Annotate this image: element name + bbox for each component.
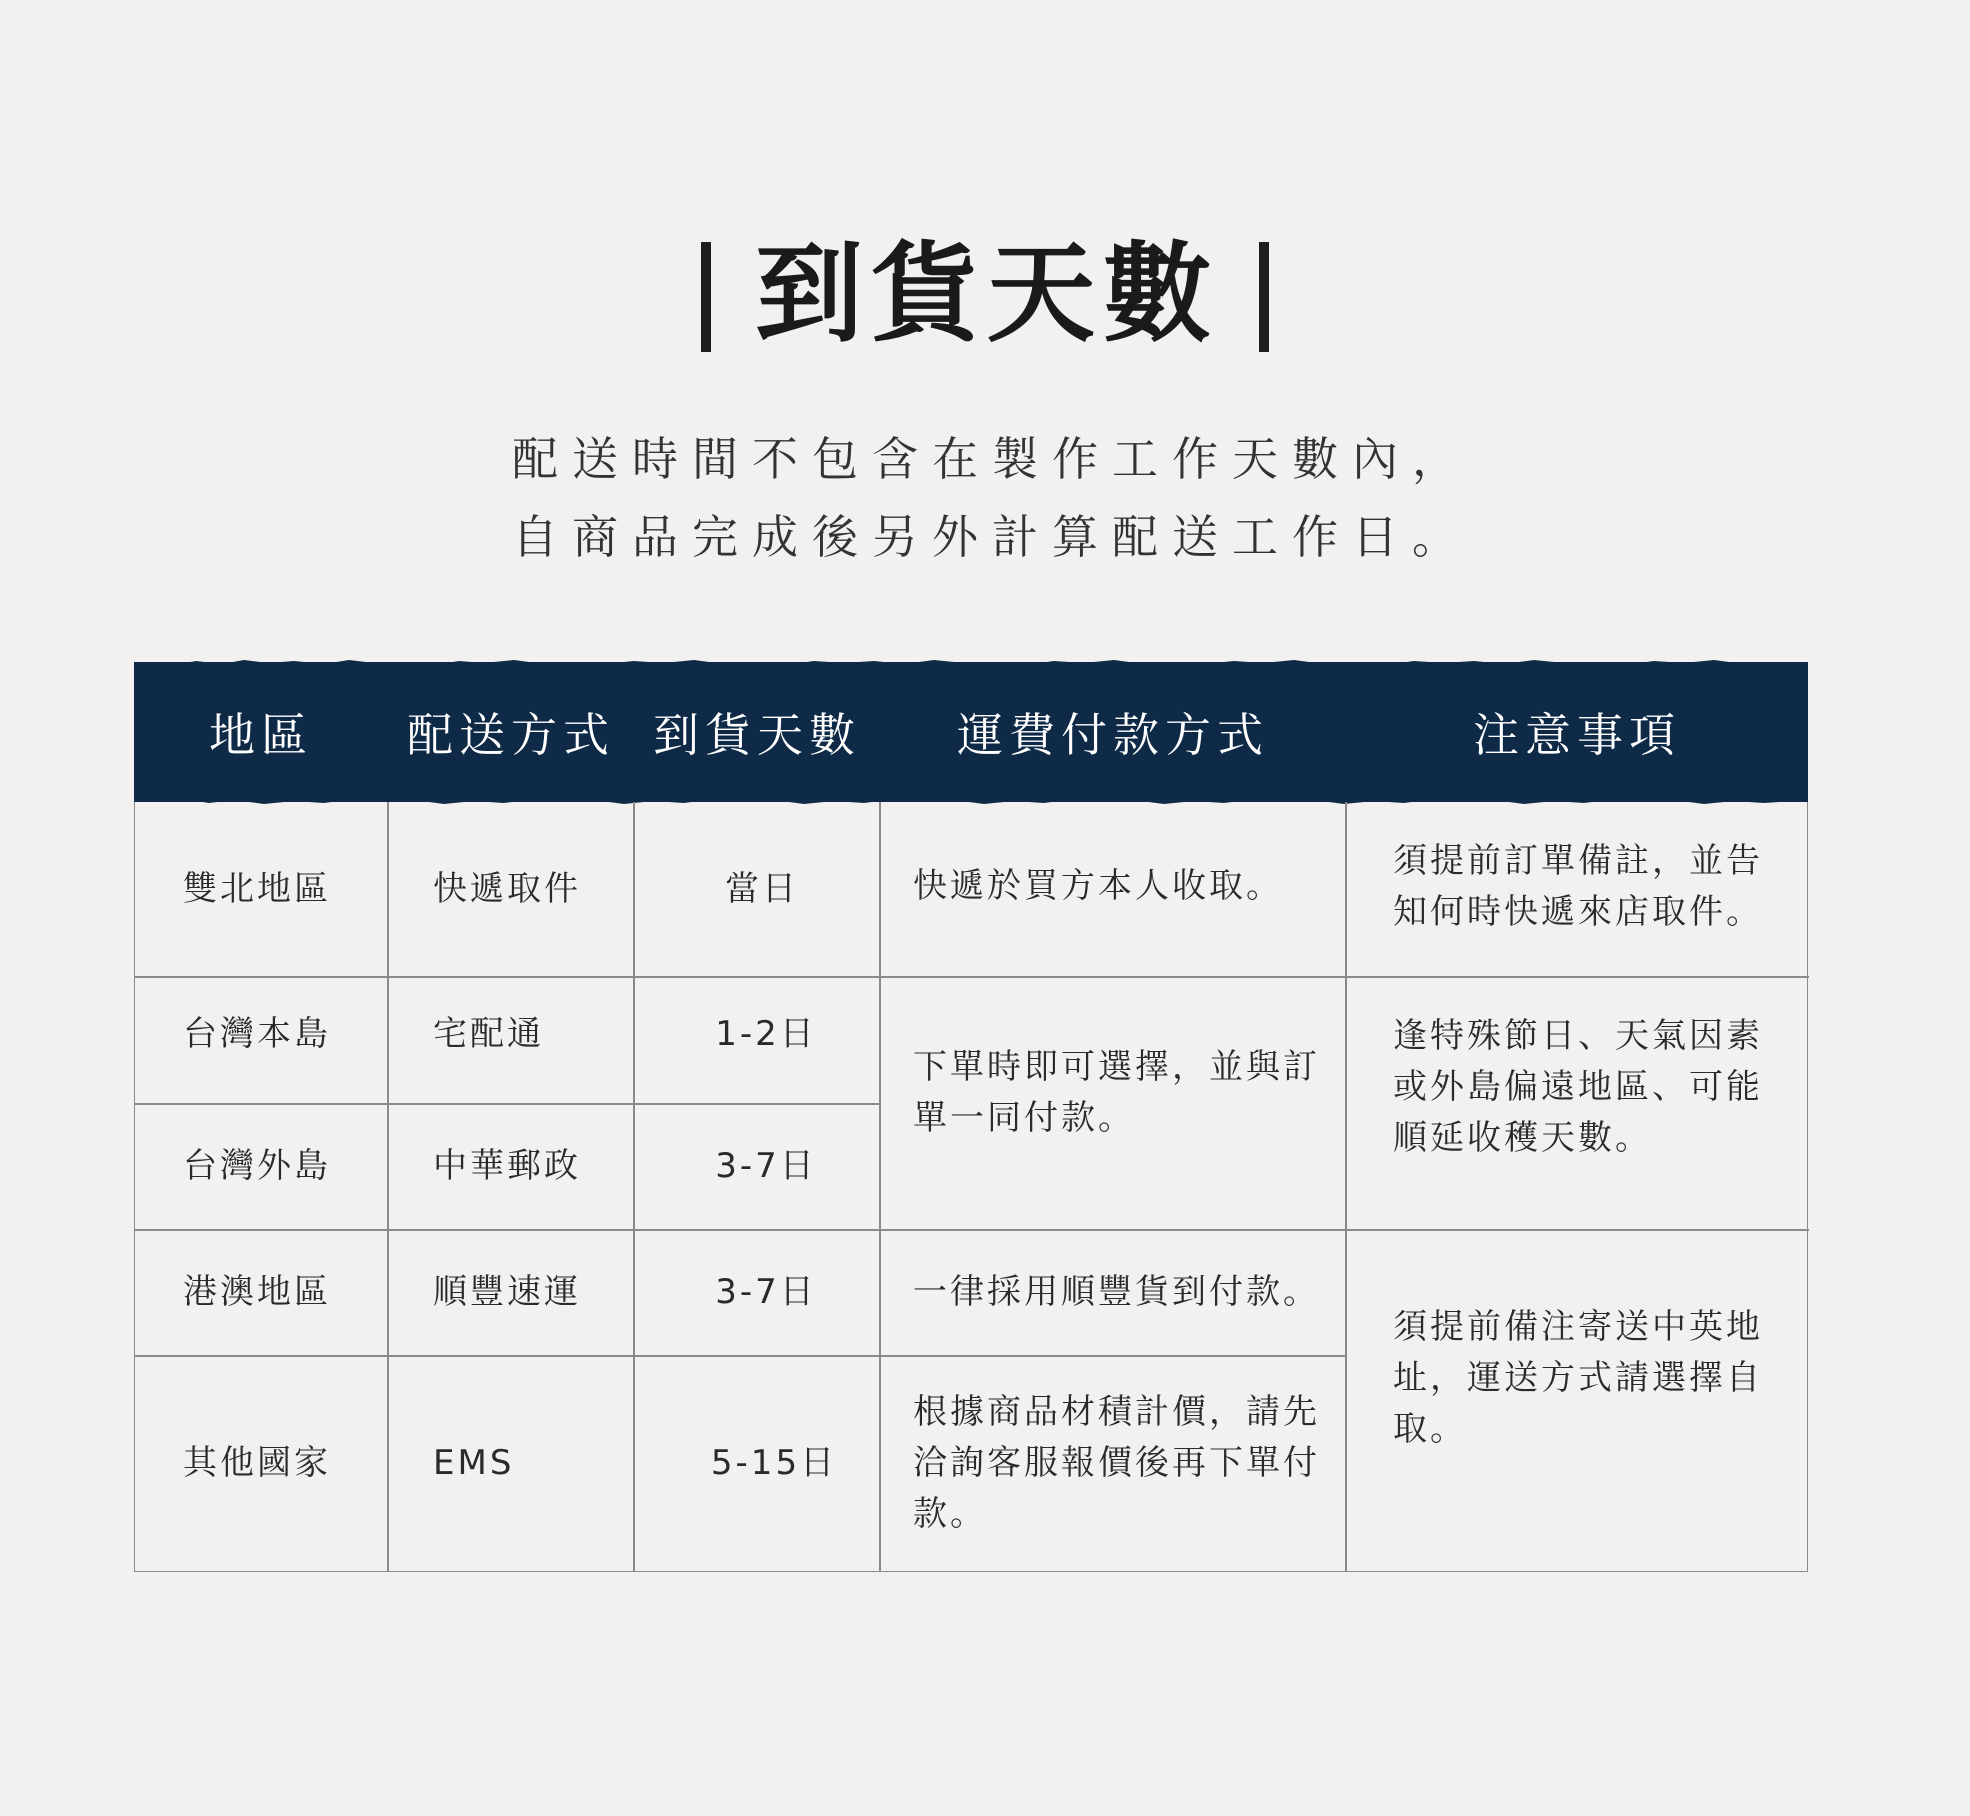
table-body bbox=[134, 802, 1808, 1572]
header-method: 配送方式 bbox=[407, 708, 615, 762]
cell-method: 順豐速運 bbox=[433, 1271, 581, 1312]
header-notes: 注意事項 bbox=[1473, 708, 1681, 762]
header-region: 地區 bbox=[209, 708, 313, 762]
header-days: 到貨天數 bbox=[653, 708, 861, 762]
cell-region: 台灣外島 bbox=[183, 1145, 331, 1186]
col-divider bbox=[879, 802, 881, 1572]
table-header bbox=[134, 662, 1808, 802]
cell-region: 雙北地區 bbox=[183, 868, 331, 909]
cell-region: 其他國家 bbox=[183, 1443, 331, 1483]
cell-method: EMS bbox=[433, 1443, 515, 1483]
col-divider bbox=[1345, 802, 1347, 1572]
cell-region: 台灣本島 bbox=[183, 1014, 331, 1054]
header-payment: 運費付款方式 bbox=[957, 708, 1269, 762]
title-left-bar bbox=[701, 242, 711, 352]
cell-days: 當日 bbox=[725, 868, 799, 909]
cell-payment: 快遞於買方本人收取。 bbox=[913, 865, 1283, 906]
cell-notes: 須提前訂單備註，並告知何時快遞來店取件。 bbox=[1393, 841, 1763, 932]
cell-payment: 一律採用順豐貨到付款。 bbox=[913, 1271, 1320, 1312]
cell-region: 港澳地區 bbox=[183, 1271, 331, 1312]
col-divider bbox=[387, 802, 389, 1572]
page-title bbox=[0, 231, 1970, 357]
cell-notes: 須提前備注寄送中英地址，運送方式請選擇自取。 bbox=[1393, 1307, 1763, 1449]
cell-method: 中華郵政 bbox=[433, 1145, 581, 1186]
cell-notes: 逢特殊節日、天氣因素或外島偏遠地區、可能順延收穫天數。 bbox=[1393, 1016, 1763, 1158]
cell-payment: 根據商品材積計價，請先洽詢客服報價後再下單付款。 bbox=[913, 1392, 1320, 1534]
delivery-table bbox=[134, 662, 1808, 1572]
subtitle-line-2: 自商品完成後另外計算配送工作日。 bbox=[512, 510, 1472, 564]
cell-payment: 下單時即可選擇，並與訂單一同付款。 bbox=[913, 1046, 1320, 1138]
cell-days: 5-15日 bbox=[710, 1443, 838, 1483]
cell-days: 1-2日 bbox=[715, 1014, 817, 1054]
subtitle-line-1: 配送時間不包含在製作工作天數內， bbox=[512, 432, 1472, 486]
subtitle bbox=[0, 420, 1970, 576]
title-text: 到貨天數 bbox=[754, 231, 1219, 357]
cell-days: 3-7日 bbox=[715, 1271, 817, 1312]
cell-days: 3-7日 bbox=[715, 1145, 817, 1186]
title-right-bar bbox=[1259, 242, 1269, 352]
cell-method: 快遞取件 bbox=[433, 868, 581, 909]
cell-method: 宅配通 bbox=[433, 1014, 544, 1054]
